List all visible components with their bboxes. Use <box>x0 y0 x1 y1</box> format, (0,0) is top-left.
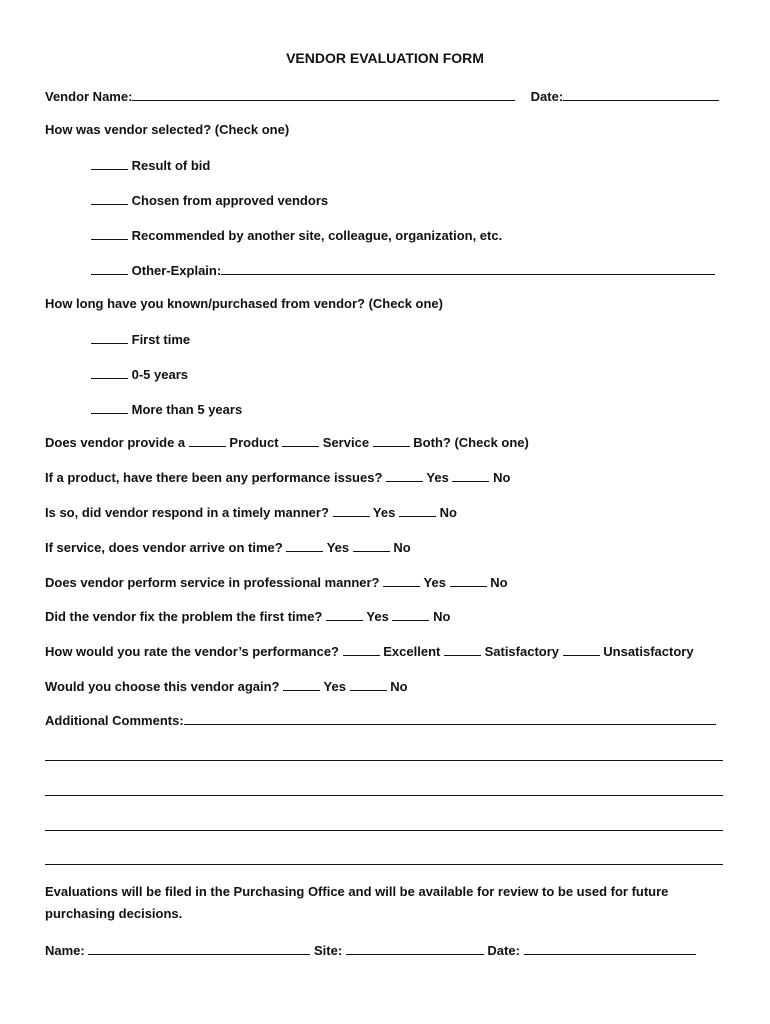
comments-label: Additional Comments: <box>45 713 184 728</box>
option-recommended <box>91 227 502 244</box>
vendor-name-label: Vendor Name: <box>45 89 133 104</box>
question-timely <box>45 504 457 521</box>
site-label: Site: <box>314 943 343 958</box>
signature-date-label: Date: <box>487 943 520 958</box>
option-label: Yes <box>326 540 350 555</box>
question-label: Does vendor perform service in professional manner? <box>45 575 380 590</box>
option-label: Result of bid <box>131 158 211 173</box>
option-more-than-5-years <box>91 401 242 418</box>
question-selected: How was vendor selected? (Check one) <box>45 122 290 137</box>
comments-line[interactable] <box>45 760 723 761</box>
checkbox-blank[interactable] <box>91 401 128 414</box>
option-first-time <box>91 331 190 348</box>
comments-line[interactable] <box>45 864 723 865</box>
option-label: Yes <box>423 575 446 590</box>
checkbox-blank[interactable] <box>333 504 370 517</box>
checkbox-blank[interactable] <box>282 434 319 447</box>
checkbox-blank[interactable] <box>189 434 226 447</box>
other-explain-field[interactable] <box>221 262 715 275</box>
checkbox-blank[interactable] <box>91 157 128 170</box>
option-label: Excellent <box>383 644 441 659</box>
name-field[interactable] <box>88 942 310 955</box>
checkbox-blank[interactable] <box>392 608 429 621</box>
option-label: No <box>433 609 451 624</box>
option-label: Yes <box>366 609 389 624</box>
question-professional <box>45 574 508 591</box>
option-label: Recommended by another site, colleague, organization, etc. <box>131 228 503 243</box>
option-label: No <box>439 505 457 520</box>
checkbox-blank[interactable] <box>91 366 128 379</box>
question-label: Did the vendor fix the problem the first time? <box>45 609 323 624</box>
option-label: No <box>393 540 411 555</box>
option-result-of-bid <box>91 157 210 174</box>
question-rate <box>45 643 694 660</box>
checkbox-blank[interactable] <box>343 643 380 656</box>
question-label: If a product, have there been any performance issues? <box>45 470 383 485</box>
checkbox-blank[interactable] <box>353 539 390 552</box>
vendor-name-field[interactable] <box>132 88 515 101</box>
vendor-name-row <box>45 88 719 105</box>
option-other-explain <box>91 262 715 279</box>
option-label: No <box>390 679 408 694</box>
checkbox-blank[interactable] <box>91 331 128 344</box>
question-performance-issues <box>45 469 510 486</box>
date-field[interactable] <box>563 88 719 101</box>
option-label: Yes <box>372 505 396 520</box>
checkbox-blank[interactable] <box>383 574 420 587</box>
checkbox-blank[interactable] <box>91 227 128 240</box>
checkbox-blank[interactable] <box>563 643 600 656</box>
signature-date-field[interactable] <box>524 942 696 955</box>
comments-line[interactable] <box>45 830 723 831</box>
form-title: VENDOR EVALUATION FORM <box>286 50 484 66</box>
option-label: No <box>493 470 511 485</box>
question-fixed-first-time <box>45 608 450 625</box>
question-label: How would you rate the vendor’s performance? <box>45 644 339 659</box>
option-0-5-years <box>91 366 188 383</box>
question-known: How long have you known/purchased from vendor? (Check one) <box>45 296 443 311</box>
checkbox-blank[interactable] <box>386 469 423 482</box>
question-on-time <box>45 539 411 556</box>
comments-line[interactable] <box>45 795 723 796</box>
checkbox-blank[interactable] <box>444 643 481 656</box>
option-label: Yes <box>426 470 449 485</box>
checkbox-blank[interactable] <box>326 608 363 621</box>
comments-field[interactable] <box>184 712 716 725</box>
option-label: Product <box>229 435 279 450</box>
checkbox-blank[interactable] <box>452 469 489 482</box>
signature-row <box>45 942 696 959</box>
checkbox-blank[interactable] <box>286 539 323 552</box>
site-field[interactable] <box>346 942 484 955</box>
name-label: Name: <box>45 943 85 958</box>
option-label: More than 5 years <box>131 402 243 417</box>
option-label: Unsatisfactory <box>603 644 694 659</box>
checkbox-blank[interactable] <box>350 678 387 691</box>
footer-note: Evaluations will be filed in the Purchasing Office and will be available for review to be used for future purchasing decisions. <box>45 884 669 921</box>
question-label: Would you choose this vendor again? <box>45 679 280 694</box>
option-label: Service <box>322 435 370 450</box>
option-label: First time <box>131 332 191 347</box>
option-label: No <box>490 575 508 590</box>
checkbox-blank[interactable] <box>399 504 436 517</box>
checkbox-blank[interactable] <box>91 192 128 205</box>
question-choose-again <box>45 678 408 695</box>
question-label: If service, does vendor arrive on time? <box>45 540 283 555</box>
checkbox-blank[interactable] <box>450 574 487 587</box>
option-approved-vendors <box>91 192 328 209</box>
option-label: Other-Explain: <box>131 263 222 278</box>
option-label: Yes <box>323 679 346 694</box>
option-label: 0-5 years <box>131 367 189 382</box>
checkbox-blank[interactable] <box>373 434 410 447</box>
date-label: Date: <box>530 89 564 104</box>
question-label: Does vendor provide a <box>45 435 186 450</box>
comments-row <box>45 712 716 729</box>
option-label: Chosen from approved vendors <box>131 193 329 208</box>
checkbox-blank[interactable] <box>283 678 320 691</box>
question-provide <box>45 434 529 451</box>
checkbox-blank[interactable] <box>91 262 128 275</box>
option-label: Satisfactory <box>484 644 560 659</box>
question-label: Is so, did vendor respond in a timely manner? <box>45 505 329 520</box>
option-label: Both? (Check one) <box>413 435 529 450</box>
